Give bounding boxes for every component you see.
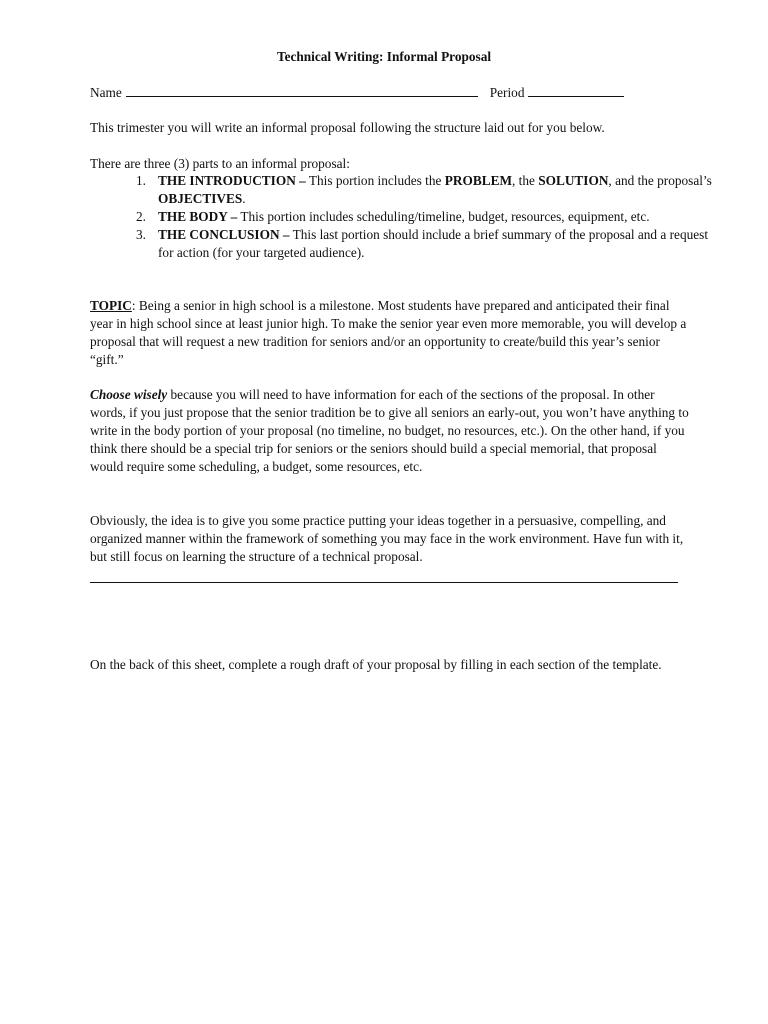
introduction-heading: THE INTRODUCTION – <box>158 173 306 188</box>
instructions-paragraph: On the back of this sheet, complete a rough draft of your proposal by filling in each section of the template. <box>90 657 662 672</box>
conclusion-heading: THE CONCLUSION – <box>158 227 290 242</box>
period-label: Period <box>489 85 525 100</box>
choose-wisely-label: Choose wisely <box>90 387 168 402</box>
horizontal-divider <box>90 582 678 583</box>
name-blank-field[interactable] <box>126 83 478 97</box>
objectives-term: OBJECTIVES <box>158 191 243 206</box>
choose-wisely-paragraph <box>90 386 690 476</box>
list-item-introduction: 1. THE INTRODUCTION – This portion includes the PROBLEM, the SOLUTION, and the proposal’s OBJECTIVES. <box>136 173 712 206</box>
period-blank-field[interactable] <box>528 83 624 97</box>
list-item-body: 2. THE BODY – This portion includes scheduling/timeline, budget, resources, equipment, etc. <box>136 209 650 224</box>
parts-intro: There are three (3) parts to an informal proposal: <box>90 156 350 171</box>
problem-term: PROBLEM <box>444 173 512 188</box>
choose-wisely-text: because you will need to have information for each of the sections of the proposal. In other words, if you just propose that the senior tradition be to give all seniors an early-out, you won’t have anything to write in the body portion of your proposal (no timeline, no budget, no resources, etc.). On the other hand, if you think there should be a special trip for seniors or the seniors should build a special memorial, that proposal would require some scheduling, a budget, some resources, etc. <box>90 387 689 474</box>
intro-paragraph: This trimester you will write an informal proposal following the structure laid out for you below. <box>90 120 605 135</box>
parts-list <box>90 172 718 262</box>
list-number: 2. <box>136 209 146 224</box>
list-item-conclusion: 3. THE CONCLUSION – This last portion should include a brief summary of the proposal and a request for action (for your targeted audience). <box>136 227 709 260</box>
name-label: Name <box>90 85 122 100</box>
topic-paragraph <box>90 297 690 369</box>
list-number: 1. <box>136 173 146 188</box>
topic-label: TOPIC <box>90 298 132 313</box>
name-period-line <box>90 83 624 102</box>
page-title: Technical Writing: Informal Proposal <box>276 49 492 64</box>
body-heading: THE BODY – <box>158 209 238 224</box>
list-number: 3. <box>136 227 146 242</box>
solution-term: SOLUTION <box>538 173 609 188</box>
practice-paragraph: Obviously, the idea is to give you some practice putting your ideas together in a persuasive, compelling, and organized manner within the framework of something you may face in the work environment. Have fun with it, but still focus on learning the structure of a technical proposal. <box>90 513 684 564</box>
topic-text: : Being a senior in high school is a milestone. Most students have prepared and anticipated their final year in high school since at least junior high. To make the senior year even more memorable, you will develop a proposal that will request a new tradition for seniors and/or an opportunity to create/build this year’s senior “gift.” <box>90 298 687 367</box>
